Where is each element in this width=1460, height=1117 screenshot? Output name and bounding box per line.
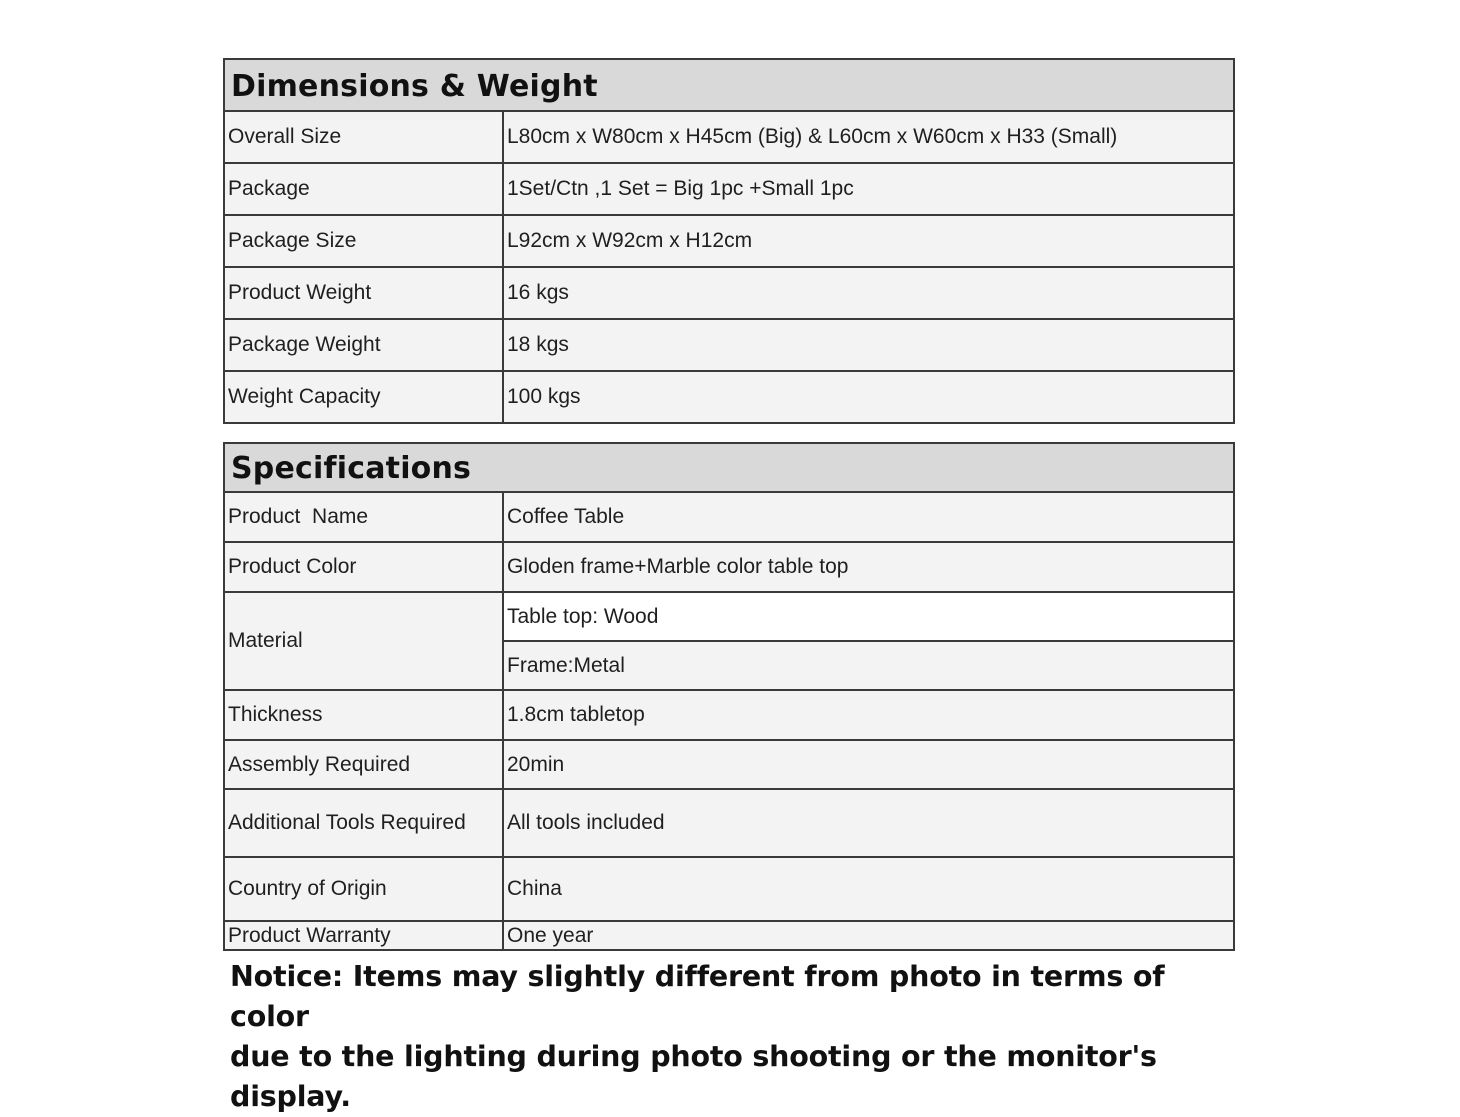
overall-size-label: Overall Size xyxy=(224,111,503,163)
thickness-label: Thickness xyxy=(224,690,503,740)
specifications-table xyxy=(223,442,1235,951)
origin-value: China xyxy=(503,857,1234,921)
warranty-label: Product Warranty xyxy=(224,921,503,950)
table-row xyxy=(224,111,1234,163)
table-row xyxy=(224,267,1234,319)
table-row xyxy=(224,740,1234,789)
product-name-value: Coffee Table xyxy=(503,492,1234,542)
specifications-title: Specifications xyxy=(224,443,1234,492)
warranty-value: One year xyxy=(503,921,1234,950)
table-row xyxy=(224,215,1234,267)
notice-line-2: due to the lighting during photo shooting or the monitor's display. xyxy=(230,1040,1157,1113)
tools-label: Additional Tools Required xyxy=(224,789,503,857)
dimensions-weight-title: Dimensions & Weight xyxy=(224,59,1234,111)
table-row xyxy=(224,371,1234,423)
table-row xyxy=(224,857,1234,921)
table-row xyxy=(224,492,1234,542)
dimensions-weight-table xyxy=(223,58,1235,424)
material-tabletop-value: Table top: Wood xyxy=(503,592,1234,641)
product-color-value: Gloden frame+Marble color table top xyxy=(503,542,1234,592)
material-label: Material xyxy=(224,592,503,690)
table-row xyxy=(224,921,1234,950)
package-value: 1Set/Ctn ,1 Set = Big 1pc +Small 1pc xyxy=(503,163,1234,215)
table-row xyxy=(224,163,1234,215)
notice-text xyxy=(230,957,1240,1117)
assembly-value: 20min xyxy=(503,740,1234,789)
assembly-label: Assembly Required xyxy=(224,740,503,789)
package-label: Package xyxy=(224,163,503,215)
material-frame-value: Frame:Metal xyxy=(503,641,1234,690)
package-size-label: Package Size xyxy=(224,215,503,267)
package-weight-value: 18 kgs xyxy=(503,319,1234,371)
product-color-label: Product Color xyxy=(224,542,503,592)
product-weight-value: 16 kgs xyxy=(503,267,1234,319)
tools-value: All tools included xyxy=(503,789,1234,857)
package-size-value: L92cm x W92cm x H12cm xyxy=(503,215,1234,267)
product-name-label: Product Name xyxy=(224,492,503,542)
table-row xyxy=(224,542,1234,592)
overall-size-value: L80cm x W80cm x H45cm (Big) & L60cm x W60cm x H33 (Small) xyxy=(503,111,1234,163)
table-row xyxy=(224,319,1234,371)
package-weight-label: Package Weight xyxy=(224,319,503,371)
weight-capacity-label: Weight Capacity xyxy=(224,371,503,423)
product-weight-label: Product Weight xyxy=(224,267,503,319)
weight-capacity-value: 100 kgs xyxy=(503,371,1234,423)
thickness-value: 1.8cm tabletop xyxy=(503,690,1234,740)
notice-line-1: Notice: Items may slightly different from photo in terms of color xyxy=(230,960,1165,1033)
table-row xyxy=(224,592,1234,641)
origin-label: Country of Origin xyxy=(224,857,503,921)
table-row xyxy=(224,690,1234,740)
table-row xyxy=(224,789,1234,857)
